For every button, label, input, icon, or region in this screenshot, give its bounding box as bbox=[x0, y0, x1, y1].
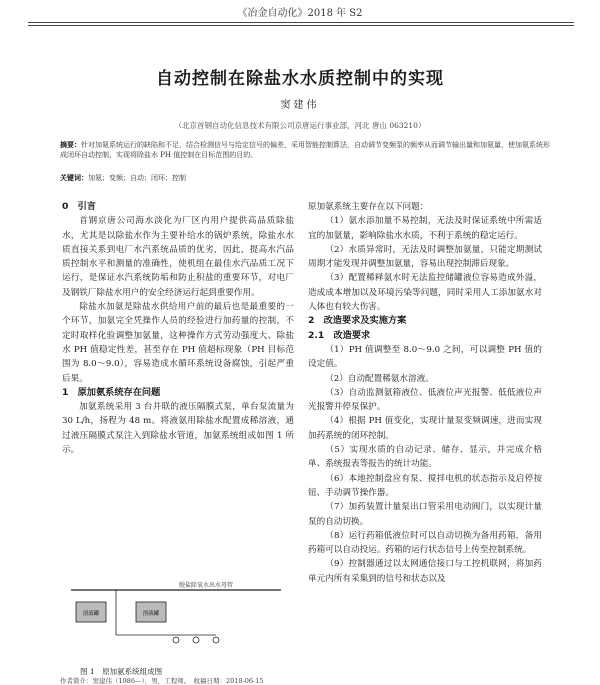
paragraph: 除盐水加氨是除盐水供给用户前的最后也是最重要的一个环节，加氨完全凭操作人员的经验进行加药量的控制，不定时取样化验调整加氨量，这种操作方式劳动强度大、除盐水 PH 值稳定性差，甚至存在 PH 值超标现象（PH 目标范围为 8.0～9.0），容易造成水循环系统设备腐蚀，引起严重后果。 bbox=[62, 302, 294, 384]
paragraph: 加氨系统采用 3 台并联的液压隔膜式泵，单台泵流量为 30 L/h，扬程为 48 m。将液氨用除盐水配置成稀溶液，通过液压隔膜式泵注入到除盐水管道，加氨系统组成如图 1 所示。 bbox=[62, 402, 294, 456]
section-heading: 2.1 改造要求 bbox=[308, 329, 371, 341]
header-rule-2 bbox=[28, 25, 574, 26]
section-heading: 0 引言 bbox=[62, 201, 96, 212]
figure-1-diagram bbox=[66, 580, 286, 660]
paragraph: 原加氨系统主要存在以下问题： bbox=[308, 202, 429, 212]
section-heading: 2 改造要求及实施方案 bbox=[308, 315, 407, 327]
header-rule bbox=[28, 22, 574, 23]
keywords-label: 关键词： bbox=[60, 174, 88, 182]
paragraph: （7）加药装置计量泵出口管采用电动阀门，以实现计量泵的自动切换。 bbox=[308, 502, 542, 527]
affiliation: （北京首钢自动化信息技术有限公司京唐运行事业部，河北 唐山 063210） bbox=[174, 121, 426, 130]
paragraph: （4）根据 PH 值变化，实现计量泵变频调速，进而实现加药系统的闭环控制。 bbox=[308, 416, 542, 441]
paragraph: （5）实现水质的自动记录、储存、显示，并完成介格单、系统报表等报告的统计功能。 bbox=[308, 445, 542, 470]
paragraph: （1）氨水添加量不易控制，无法及时保证系统中所需适宜的加氨量，影响除盐水水质，不利于系统的稳定运行。 bbox=[308, 216, 542, 241]
paragraph: （6）本地控制盘应有泵、搅拌电机的状态指示及启停按钮、手动调节操作器。 bbox=[308, 473, 542, 498]
right-column bbox=[308, 200, 542, 586]
pipe-label: 脱盐除氧水出水母管 bbox=[178, 582, 234, 589]
paragraph: （3）自动监测氨箱液位、低液位声光报警、低低液位声光报警并停泵保护。 bbox=[308, 387, 542, 413]
abstract-text: 针对加氨系统运行的缺陷和不足，结合检测信号与给定信号的偏差，采用智能控制算法，自动调节变频泵的频率从而调节输出量和加氨量，使加氨系统形成闭环自动控制，实现将除盐水 PH 值控制在目标范围的目的。 bbox=[60, 141, 550, 159]
left-column bbox=[62, 200, 294, 457]
abstract-label: 摘要： bbox=[60, 141, 81, 149]
section-heading: 1 原加氨系统存在问题 bbox=[62, 386, 161, 398]
paragraph: （1）PH 值调整至 8.0～9.0 之间，可以调整 PH 值的设定值。 bbox=[308, 344, 542, 370]
paragraph: （9）控制器通过以太网通信接口与工控机联网，将加药单元内所有采集到的信号和状态以及 bbox=[308, 559, 542, 584]
tank-2-label: 溶液罐 bbox=[142, 611, 160, 617]
abstract bbox=[60, 140, 550, 160]
pump-3 bbox=[213, 637, 219, 643]
footnote: 作者简介：窦建伟（1986—），男，工程师。 收稿日期：2018-06-15 bbox=[60, 677, 264, 685]
paragraph: （8）运行药箱低液位时可以自动切换为备用药箱，备用药箱可以自动投运。药箱的运行状态信号上传至控制系统。 bbox=[308, 530, 542, 556]
tank-1-label: 溶液罐 bbox=[82, 611, 100, 617]
pump-2 bbox=[193, 637, 199, 643]
paper-title: 自动控制在除盐水水质控制中的实现 bbox=[156, 69, 444, 89]
keywords-text: 加氨；变频；自动；闭环；控制 bbox=[88, 174, 186, 182]
pump-1 bbox=[173, 637, 179, 643]
paragraph: （2）水质异常时，无法及时调整加氨量，只能定期测试周期才能发现并调整加氨量，容易出现控制滞后现象。 bbox=[308, 244, 542, 270]
figure-1-caption: 图 1 原加氨系统组成图 bbox=[80, 667, 163, 676]
paragraph: （2）自动配置稀氨水溶液。 bbox=[325, 373, 434, 384]
journal-header: 《冶金自动化》2018 年 S2 bbox=[237, 8, 363, 19]
keywords bbox=[60, 173, 550, 183]
author: 窦建伟 bbox=[280, 100, 320, 111]
paragraph: （3）配置稀释氨水时无法监控储罐液位容易造成外溢，造成成本增加以及环境污染等问题，同时采用人工添加氨水对人体也有较大伤害。 bbox=[308, 273, 542, 313]
paragraph: 首钢京唐公司海水淡化为厂区内用户提供高品质除盐水，尤其是以除盐水作为主要补给水的锅炉系统，除盐水水质直接关系到电厂水汽系统品质的优劣，因此，提高水汽品质控制水平和测量的准确性，使机组在最佳水汽品质工况下运行，是保证水汽系统防垢和防止积盐的重要环节，对电厂及钢铁厂除盐水用户的安全经济运行起到重要作用。 bbox=[62, 216, 294, 298]
